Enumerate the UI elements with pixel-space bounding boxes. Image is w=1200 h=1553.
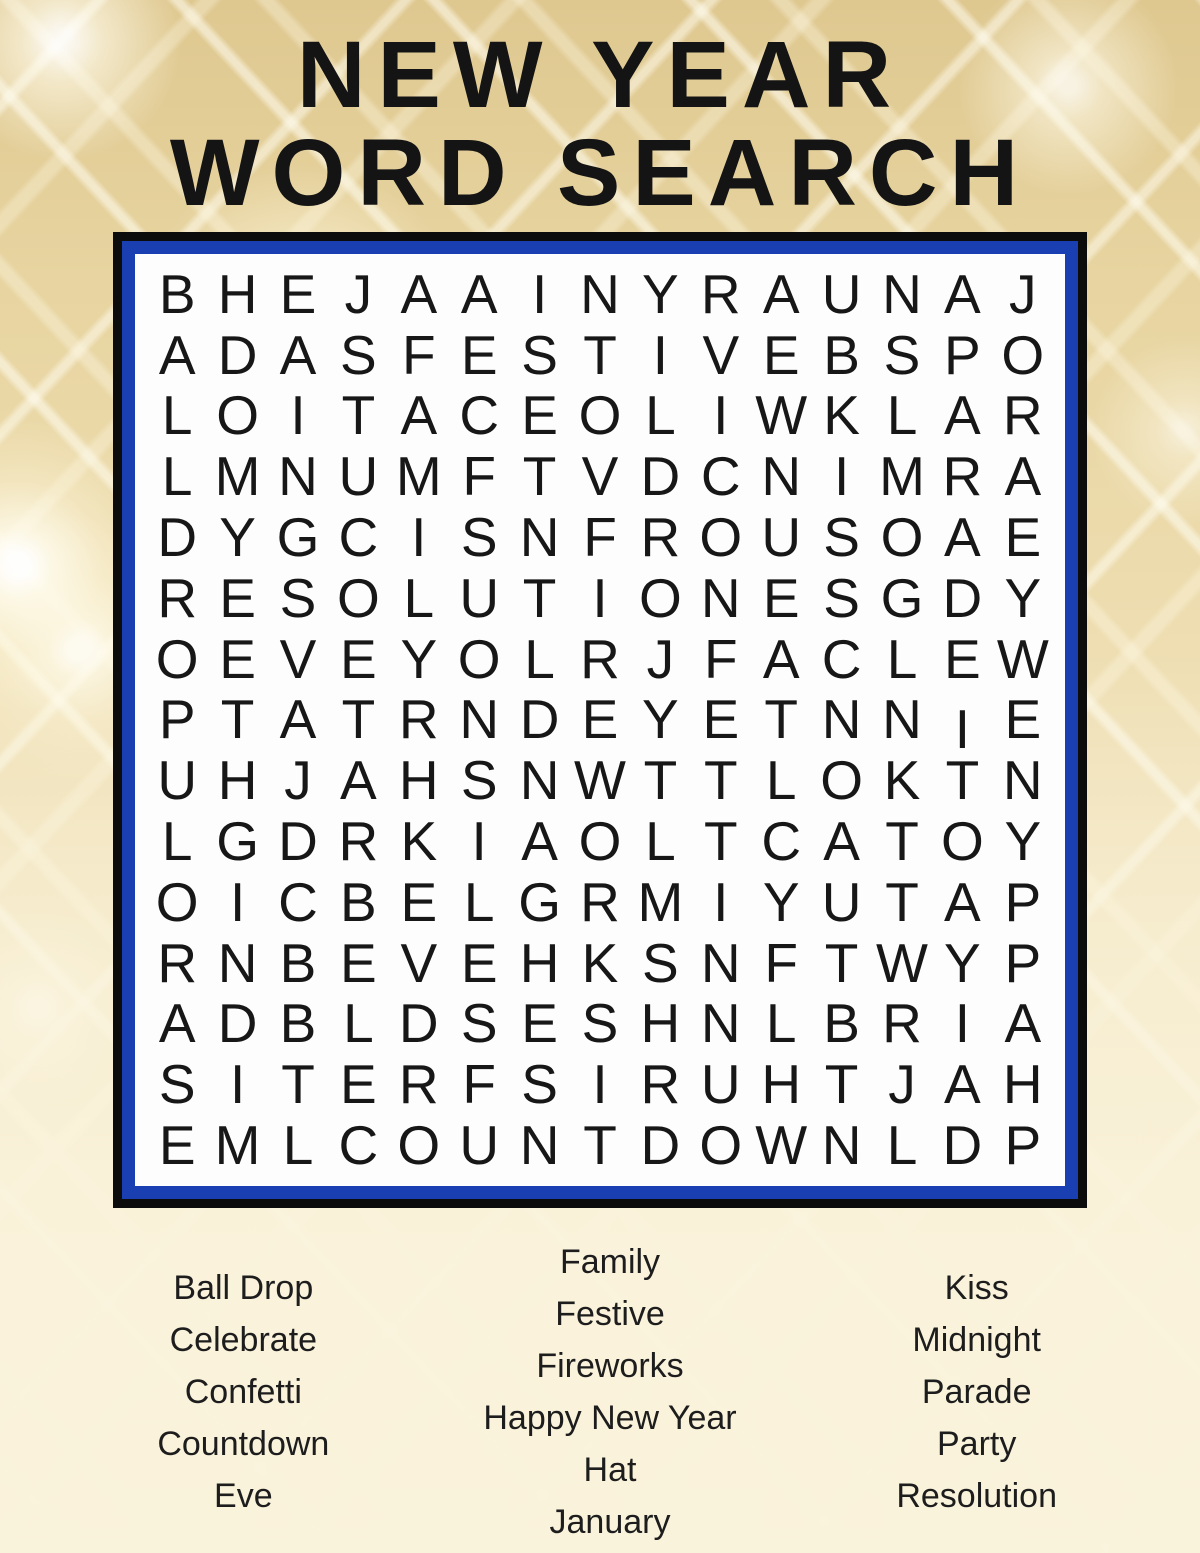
grid-cell: E bbox=[521, 992, 558, 1055]
grid-cell: T bbox=[583, 1114, 617, 1177]
grid-cell: H bbox=[761, 1053, 802, 1116]
grid-cell: N bbox=[882, 262, 922, 325]
grid-cell: L bbox=[645, 384, 676, 447]
grid-cell: I bbox=[954, 698, 971, 761]
grid-cell: J bbox=[344, 262, 373, 325]
grid-cell: P bbox=[1004, 870, 1042, 933]
grid-cell: O bbox=[699, 506, 743, 569]
grid-cell: I bbox=[290, 384, 306, 447]
grid-cell: F bbox=[583, 506, 617, 569]
grid-cell: I bbox=[592, 1053, 608, 1116]
grid-cell: A bbox=[460, 262, 498, 325]
grid-cell: V bbox=[702, 323, 740, 386]
grid-cell: N bbox=[882, 688, 922, 751]
grid-cell: U bbox=[700, 1053, 741, 1116]
grid-cell: O bbox=[216, 384, 259, 447]
grid-cell: K bbox=[400, 810, 438, 873]
grid-cell: D bbox=[217, 323, 258, 386]
grid-cell: V bbox=[581, 445, 619, 508]
grid-cell: E bbox=[158, 1114, 196, 1177]
grid-cell: S bbox=[521, 323, 558, 386]
grid-cell: I bbox=[229, 870, 246, 933]
grid-cell: I bbox=[531, 262, 548, 325]
grid-cell: A bbox=[944, 1053, 981, 1116]
grid-cell: L bbox=[161, 384, 193, 447]
grid-cell: T bbox=[583, 323, 617, 386]
grid-cell: I bbox=[713, 870, 729, 933]
grid-cell: A bbox=[762, 627, 800, 690]
grid-cell: J bbox=[1009, 262, 1037, 325]
grid-cell: O bbox=[880, 506, 924, 569]
grid-cell: F bbox=[764, 931, 798, 994]
grid-cell: O bbox=[941, 810, 984, 873]
title-line-2: WORD SEARCH bbox=[169, 120, 1031, 226]
grid-cell: S bbox=[521, 1053, 558, 1116]
grid-cell: A bbox=[400, 262, 438, 325]
grid-cell: C bbox=[459, 384, 500, 447]
grid-cell: M bbox=[395, 445, 442, 508]
grid-cell: G bbox=[880, 566, 924, 629]
grid-cell: D bbox=[398, 992, 439, 1055]
grid-cell: R bbox=[157, 566, 198, 629]
word-item: Countdown bbox=[157, 1425, 330, 1463]
grid-cell: N bbox=[821, 688, 862, 751]
grid-cell: L bbox=[524, 627, 555, 690]
grid-cell: O bbox=[820, 749, 863, 812]
grid-cell: P bbox=[158, 688, 196, 751]
grid-cell: R bbox=[338, 810, 379, 873]
grid-cell: R bbox=[398, 688, 439, 751]
grid-cell: L bbox=[161, 445, 193, 508]
grid-cell: Y bbox=[762, 870, 800, 933]
grid-cell: R bbox=[882, 992, 922, 1055]
grid-cell: N bbox=[700, 931, 741, 994]
grid-cell: A bbox=[1004, 445, 1042, 508]
grid-cell: U bbox=[459, 566, 500, 629]
grid-cell: N bbox=[761, 445, 802, 508]
word-item: Ball Drop bbox=[173, 1269, 314, 1307]
word-list bbox=[0, 1236, 1200, 1548]
grid-cell: A bbox=[158, 323, 196, 386]
grid-cell: L bbox=[282, 1114, 314, 1177]
grid-cell: Y bbox=[1004, 810, 1042, 873]
grid-cell: K bbox=[581, 931, 619, 994]
grid-cell: U bbox=[338, 445, 379, 508]
grid-cell: T bbox=[522, 445, 557, 508]
word-item: Resolution bbox=[896, 1477, 1057, 1515]
grid-cell: W bbox=[574, 749, 626, 812]
grid-cell: C bbox=[761, 810, 802, 873]
grid-cell: T bbox=[824, 1053, 859, 1116]
grid-cell: G bbox=[276, 506, 320, 569]
grid-cell: F bbox=[462, 445, 496, 508]
grid-cell: E bbox=[340, 931, 377, 994]
grid-cell: E bbox=[460, 931, 498, 994]
grid-cell: B bbox=[823, 323, 860, 386]
word-item: Happy New Year bbox=[483, 1399, 737, 1437]
puzzle-frame bbox=[113, 232, 1087, 1208]
grid-cell: U bbox=[761, 506, 802, 569]
grid-cell: T bbox=[281, 1053, 315, 1116]
grid-cell: H bbox=[1002, 1053, 1043, 1116]
grid-cell: O bbox=[155, 627, 199, 690]
grid-cell: E bbox=[1004, 688, 1042, 751]
grid-cell: F bbox=[401, 323, 436, 386]
grid-cell: I bbox=[713, 384, 729, 447]
grid-cell: O bbox=[578, 384, 622, 447]
grid-cell: A bbox=[340, 749, 377, 812]
grid-cell: A bbox=[944, 506, 981, 569]
grid-cell: P bbox=[944, 323, 981, 386]
grid-cell: T bbox=[220, 688, 255, 751]
grid-cell: H bbox=[217, 262, 258, 325]
word-item: Eve bbox=[214, 1477, 273, 1515]
grid-cell: A bbox=[762, 262, 800, 325]
grid-cell: S bbox=[823, 566, 860, 629]
grid-cell: P bbox=[1004, 1114, 1042, 1177]
grid-cell: L bbox=[403, 566, 435, 629]
grid-cell: S bbox=[340, 323, 377, 386]
grid-cell: E bbox=[521, 384, 558, 447]
grid-cell: M bbox=[637, 870, 684, 933]
grid-cell: N bbox=[459, 688, 500, 751]
puzzle-frame-inner-border bbox=[122, 241, 1078, 1199]
grid-cell: I bbox=[954, 992, 971, 1055]
grid-cell: T bbox=[703, 749, 738, 812]
grid-cell: R bbox=[1002, 384, 1043, 447]
grid-cell: D bbox=[640, 1114, 681, 1177]
word-item: Hat bbox=[583, 1451, 637, 1489]
grid-cell: A bbox=[400, 384, 438, 447]
grid-cell: A bbox=[944, 262, 981, 325]
grid-cell: L bbox=[886, 627, 918, 690]
grid-cell: R bbox=[942, 445, 983, 508]
word-item: Fireworks bbox=[536, 1347, 684, 1385]
grid-cell: F bbox=[462, 1053, 496, 1116]
grid-cell: C bbox=[700, 445, 741, 508]
grid-cell: O bbox=[155, 870, 199, 933]
grid-cell: Y bbox=[219, 506, 256, 569]
grid-cell: V bbox=[279, 627, 317, 690]
grid-cell: E bbox=[340, 1053, 377, 1116]
grid-cell: O bbox=[578, 810, 622, 873]
grid-cell: R bbox=[157, 931, 198, 994]
grid-cell: K bbox=[883, 749, 921, 812]
grid-cell: D bbox=[278, 810, 318, 873]
grid-cell: T bbox=[341, 384, 376, 447]
grid-cell: A bbox=[279, 323, 317, 386]
word-item: Family bbox=[559, 1243, 661, 1281]
grid-cell: S bbox=[823, 506, 860, 569]
grid-cell: B bbox=[279, 992, 317, 1055]
grid-cell: T bbox=[643, 749, 678, 812]
grid-cell: L bbox=[161, 810, 193, 873]
grid-cell: O bbox=[639, 566, 682, 629]
grid-cell: O bbox=[397, 1114, 441, 1177]
grid-cell: E bbox=[762, 566, 800, 629]
word-item: Kiss bbox=[944, 1269, 1009, 1307]
grid-cell: I bbox=[652, 323, 669, 386]
grid-cell: J bbox=[888, 1053, 916, 1116]
word-list-column bbox=[793, 1236, 1160, 1548]
grid-cell: W bbox=[876, 931, 928, 994]
grid-cell: N bbox=[519, 1114, 560, 1177]
grid-cell: E bbox=[400, 870, 438, 933]
grid-cell: A bbox=[521, 810, 558, 873]
word-list-column bbox=[60, 1236, 427, 1548]
grid-cell: E bbox=[944, 627, 981, 690]
grid-cell: G bbox=[216, 810, 259, 873]
grid-cell: U bbox=[821, 262, 862, 325]
grid-cell: L bbox=[463, 870, 495, 933]
grid-cell: O bbox=[337, 566, 380, 629]
grid-cell: T bbox=[764, 688, 798, 751]
grid-cell: W bbox=[996, 627, 1049, 690]
grid-cell: U bbox=[157, 749, 198, 812]
grid-cell: Y bbox=[1004, 566, 1042, 629]
grid-cell: R bbox=[580, 870, 620, 933]
grid-cell: K bbox=[823, 384, 860, 447]
grid-cell: D bbox=[640, 445, 681, 508]
grid-cell: A bbox=[1004, 992, 1042, 1055]
grid-cell: J bbox=[646, 627, 675, 690]
grid-cell: S bbox=[460, 749, 498, 812]
grid-cell: U bbox=[821, 870, 862, 933]
grid-cell: A bbox=[279, 688, 317, 751]
grid-cell: R bbox=[398, 1053, 439, 1116]
grid-cell: H bbox=[217, 749, 258, 812]
word-item: Festive bbox=[555, 1295, 665, 1333]
word-item: January bbox=[549, 1503, 671, 1541]
grid-cell: M bbox=[214, 1114, 261, 1177]
grid-cell: D bbox=[519, 688, 560, 751]
word-item: Celebrate bbox=[169, 1321, 318, 1359]
grid-cell: C bbox=[338, 506, 379, 569]
grid-cell: B bbox=[279, 931, 317, 994]
word-item: Parade bbox=[921, 1373, 1032, 1411]
grid-cell: N bbox=[1002, 749, 1043, 812]
grid-cell: T bbox=[945, 749, 980, 812]
grid-cell: E bbox=[219, 566, 256, 629]
grid-cell: C bbox=[278, 870, 318, 933]
grid-cell: G bbox=[518, 870, 561, 933]
grid-cell: S bbox=[158, 1053, 196, 1116]
grid-cell: T bbox=[824, 931, 859, 994]
grid-cell: H bbox=[640, 992, 681, 1055]
grid-cell: W bbox=[755, 1114, 808, 1177]
grid-cell: I bbox=[229, 1053, 246, 1116]
grid-cell: I bbox=[592, 566, 608, 629]
grid-cell: T bbox=[703, 810, 738, 873]
grid-cell: A bbox=[823, 810, 860, 873]
grid-cell: I bbox=[411, 506, 427, 569]
grid-cell: A bbox=[944, 870, 981, 933]
grid-cell: N bbox=[519, 506, 560, 569]
grid-cell: T bbox=[522, 566, 557, 629]
grid-cell: L bbox=[343, 992, 374, 1055]
grid-cell: N bbox=[700, 566, 741, 629]
grid-cell: S bbox=[279, 566, 317, 629]
grid-cell: C bbox=[338, 1114, 379, 1177]
grid-cell: S bbox=[581, 992, 619, 1055]
grid-cell: N bbox=[580, 262, 620, 325]
grid-cell: S bbox=[642, 931, 679, 994]
grid-cell: R bbox=[640, 1053, 681, 1116]
grid-cell: L bbox=[765, 992, 797, 1055]
grid-cell: S bbox=[460, 506, 498, 569]
grid-cell: U bbox=[459, 1114, 500, 1177]
grid-cell: T bbox=[885, 810, 919, 873]
word-item: Confetti bbox=[184, 1373, 302, 1411]
grid-cell: A bbox=[158, 992, 196, 1055]
grid-cell: N bbox=[821, 1114, 862, 1177]
grid-cell: H bbox=[398, 749, 439, 812]
grid-cell: B bbox=[823, 992, 860, 1055]
grid-cell: R bbox=[640, 506, 681, 569]
grid-cell: J bbox=[284, 749, 312, 812]
grid-cell: D bbox=[942, 1114, 983, 1177]
grid-cell: N bbox=[278, 445, 318, 508]
grid-cell: S bbox=[883, 323, 921, 386]
grid-cell: L bbox=[645, 810, 676, 873]
grid-cell: F bbox=[703, 627, 738, 690]
word-list-column bbox=[427, 1236, 794, 1548]
grid-cell: N bbox=[519, 749, 560, 812]
grid-cell: V bbox=[400, 931, 438, 994]
grid-cell: D bbox=[217, 992, 258, 1055]
grid-cell: D bbox=[942, 566, 983, 629]
grid-cell: L bbox=[886, 1114, 918, 1177]
grid-cell: B bbox=[340, 870, 377, 933]
grid-cell: Y bbox=[400, 627, 438, 690]
title-line-1: NEW YEAR bbox=[296, 22, 904, 128]
word-item: Party bbox=[937, 1425, 1017, 1463]
grid-cell: B bbox=[158, 262, 196, 325]
grid-cell: H bbox=[519, 931, 560, 994]
grid-cell: C bbox=[821, 627, 862, 690]
grid-cell: L bbox=[765, 749, 797, 812]
grid-cell: I bbox=[471, 810, 487, 873]
grid-cell: E bbox=[702, 688, 740, 751]
grid-cell: O bbox=[1001, 323, 1045, 386]
grid-cell: E bbox=[1004, 506, 1042, 569]
grid-cell: Y bbox=[642, 688, 679, 751]
grid-cell: W bbox=[755, 384, 808, 447]
grid-cell: Y bbox=[944, 931, 981, 994]
letter-grid bbox=[147, 264, 1053, 1176]
grid-cell: T bbox=[885, 870, 919, 933]
page-title bbox=[0, 0, 1200, 226]
grid-cell: E bbox=[460, 323, 498, 386]
grid-cell: E bbox=[581, 688, 619, 751]
grid-cell: M bbox=[214, 445, 261, 508]
grid-cell: E bbox=[279, 262, 317, 325]
grid-cell: A bbox=[944, 384, 981, 447]
grid-cell: R bbox=[580, 627, 620, 690]
grid-cell: N bbox=[217, 931, 258, 994]
grid-cell: L bbox=[886, 384, 918, 447]
grid-cell: E bbox=[762, 323, 800, 386]
grid-cell: S bbox=[460, 992, 498, 1055]
word-item: Midnight bbox=[912, 1321, 1041, 1359]
grid-cell: E bbox=[219, 627, 256, 690]
grid-cell: D bbox=[157, 506, 198, 569]
grid-cell: T bbox=[341, 688, 376, 751]
grid-cell: E bbox=[340, 627, 377, 690]
grid-cell: P bbox=[1004, 931, 1042, 994]
grid-cell: Y bbox=[642, 262, 679, 325]
grid-cell: R bbox=[700, 262, 741, 325]
grid-cell: O bbox=[699, 1114, 743, 1177]
grid-cell: M bbox=[879, 445, 925, 508]
grid-cell: O bbox=[457, 627, 501, 690]
grid-cell: I bbox=[833, 445, 850, 508]
grid-cell: N bbox=[700, 992, 741, 1055]
